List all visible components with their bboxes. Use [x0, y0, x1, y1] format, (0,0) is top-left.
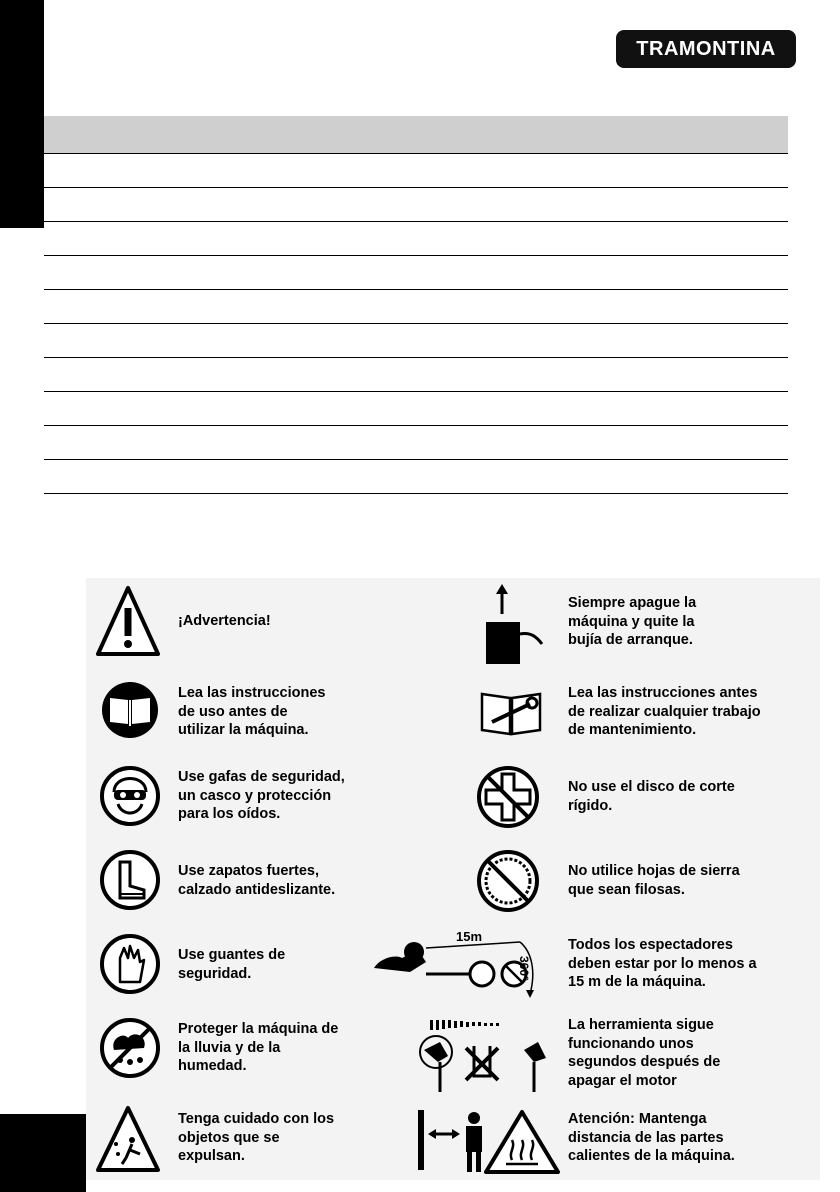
symbol-spark-plug: [462, 578, 820, 668]
table-row: [44, 154, 788, 188]
read-manual-icon: [100, 680, 160, 740]
table-row: [44, 256, 788, 290]
hot-surface-icon: [412, 1104, 562, 1178]
symbol-read-manual: [86, 674, 456, 750]
brand-logo: TRAMONTINA: [616, 30, 796, 68]
table-row: [44, 426, 788, 460]
symbol-goggles: [86, 760, 456, 836]
table-row: [44, 188, 788, 222]
table-row: [44, 358, 788, 392]
symbol-gloves-text: Use guantes de seguridad.: [178, 947, 286, 982]
symbol-maintenance-text: Lea las instrucciones antes de realizar cualquier trabajo de mantenimiento.: [568, 685, 761, 738]
table-row: [44, 222, 788, 256]
symbol-hot-surface-text: Atención: Mantenga distancia de las partes calientes de la máquina.: [568, 1111, 735, 1164]
distance-label: 15m: [456, 929, 483, 944]
side-tab-marker: [0, 0, 44, 228]
blank-table: [44, 116, 788, 494]
safety-symbols-panel: [86, 578, 820, 1180]
symbol-no-rigid-disc-text: No use el disco de corte rígido.: [568, 779, 735, 814]
symbol-read-manual-text: Lea las instrucciones de uso antes de utilizar la máquina.: [178, 685, 326, 738]
symbol-spark-plug-text: Siempre apague la máquina y quite la bujía de arranque.: [568, 595, 697, 648]
symbol-flying-objects: [86, 1100, 456, 1180]
table-header: [44, 116, 788, 154]
symbol-no-saw-blade-text: No utilice hojas de sierra que sean filosas.: [568, 863, 740, 898]
no-saw-blade-icon: [476, 848, 540, 914]
symbol-boots-text: Use zapatos fuertes, calzado antideslizante.: [178, 863, 336, 898]
symbol-no-saw-blade: [462, 844, 820, 920]
table-row: [44, 392, 788, 426]
symbol-boots: [86, 844, 456, 920]
no-rain-icon: [100, 1016, 160, 1080]
tool-keeps-running-icon: [410, 1016, 560, 1096]
safety-boots-icon: [100, 848, 160, 912]
spark-plug-icon: [472, 582, 554, 666]
page-corner-marker: [0, 1114, 86, 1192]
symbol-flying-objects-text: Tenga cuidado con los objetos que se expulsan.: [178, 1111, 335, 1164]
safety-goggles-helmet-icon: [100, 764, 160, 828]
warning-triangle-icon: [96, 584, 160, 658]
symbol-warning-text: ¡Advertencia!: [178, 613, 271, 629]
symbol-no-rigid-disc: [462, 760, 820, 836]
table-row: [44, 324, 788, 358]
table-row: [44, 290, 788, 324]
angle-label: 360°: [517, 956, 531, 981]
symbol-maintenance: [462, 674, 820, 750]
symbol-warning: [86, 578, 456, 664]
symbol-no-rain: [86, 1012, 456, 1092]
maintenance-manual-icon: [476, 680, 546, 740]
flying-objects-icon: [96, 1104, 160, 1174]
no-rigid-disc-icon: [476, 764, 540, 830]
symbol-goggles-text: Use gafas de seguridad, un casco y protección para los oídos.: [178, 769, 345, 822]
symbol-tool-running: [410, 1012, 820, 1098]
safety-gloves-icon: [100, 932, 160, 996]
symbol-hot-surface: [412, 1100, 820, 1180]
table-row: [44, 460, 788, 494]
symbol-bystanders: [366, 928, 820, 1008]
symbol-tool-running-text: La herramienta sigue funcionando unos segundos después de apagar el motor: [568, 1017, 721, 1089]
symbol-bystanders-text: Todos los espectadores deben estar por lo menos a 15 m de la máquina.: [568, 937, 757, 990]
symbol-no-rain-text: Proteger la máquina de la lluvia y de la humedad.: [178, 1021, 339, 1074]
